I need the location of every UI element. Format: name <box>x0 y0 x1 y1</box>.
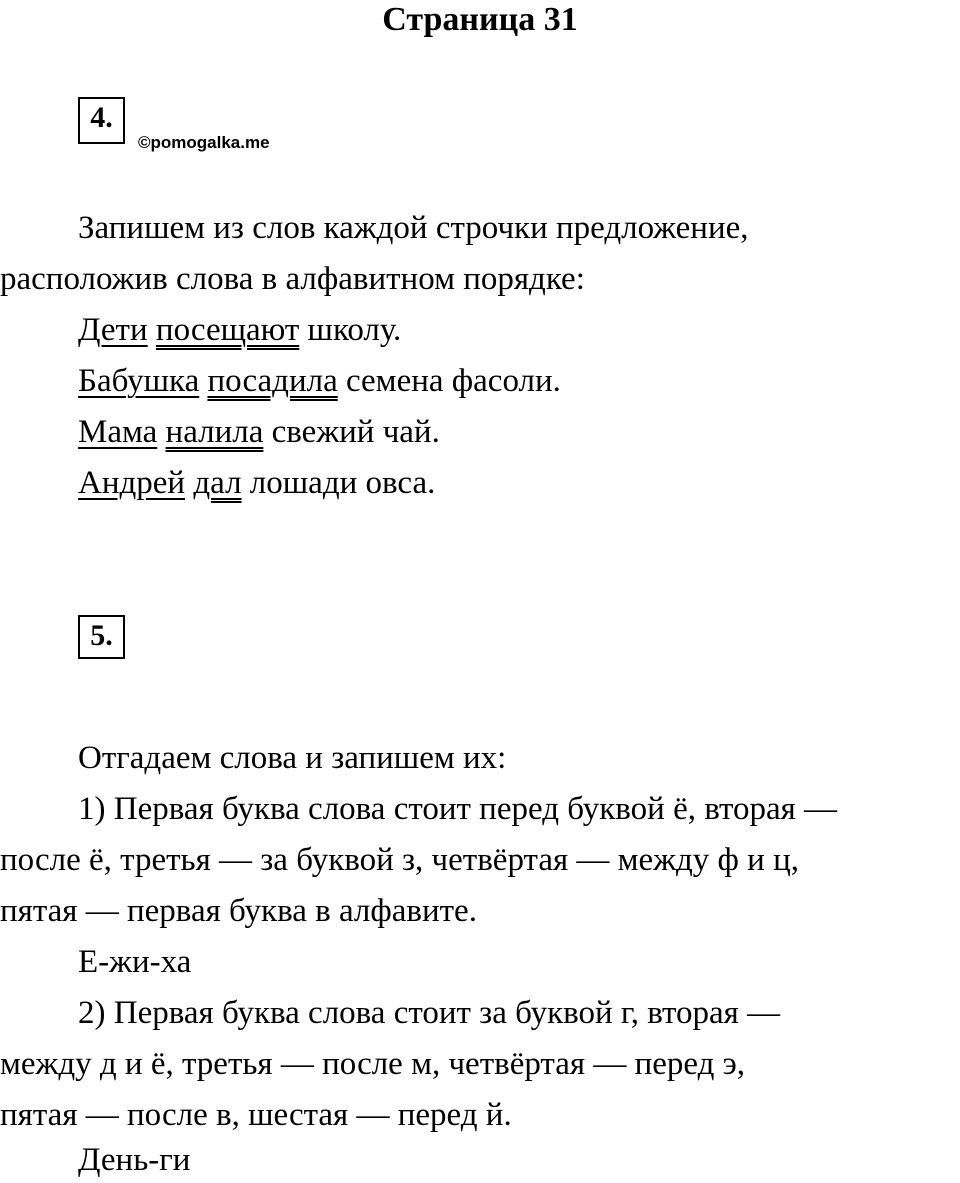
task5-q1-line2: после ё, третья — за буквой з, четвёртая — между ф и ц, <box>0 842 799 878</box>
subject: Бабушка <box>78 363 200 399</box>
task5-answer1: Е-жи-ха <box>78 944 192 980</box>
task5-answer2: День-ги <box>78 1142 191 1178</box>
task5-q1-line1: 1) Первая буква слова стоит перед буквой ё, вторая — <box>78 791 838 827</box>
watermark: ©pomogalka.me <box>138 133 270 152</box>
sentence-rest: свежий чай. <box>271 414 440 450</box>
task5-q2-line1: 2) Первая буква слова стоит за буквой г, вторая — <box>78 995 781 1031</box>
sentence-rest: семена фасоли. <box>345 363 561 399</box>
sentence-4 <box>78 463 435 503</box>
task4-intro-line2: расположив слова в алфавитном порядке: <box>0 261 585 297</box>
subject: Мама <box>78 414 158 450</box>
sentence-3 <box>78 412 440 452</box>
sentence-rest: лошади овса. <box>249 465 436 501</box>
predicate: посещают <box>155 312 300 348</box>
predicate: дал <box>193 465 242 501</box>
task5-q2-line2: между д и ё, третья — после м, четвёртая — перед э, <box>0 1046 746 1082</box>
task5-intro: Отгадаем слова и запишем их: <box>78 740 507 776</box>
sentence-rest: школу. <box>307 312 402 348</box>
task5-q2-line3: пятая — после в, шестая — перед й. <box>0 1097 512 1133</box>
subject: Андрей <box>78 465 186 501</box>
task-number-4: 4. <box>78 97 125 144</box>
sentence-1 <box>78 310 401 350</box>
task5-q1-line3: пятая — первая буква в алфавите. <box>0 893 477 929</box>
task4-intro-line1: Запишем из слов каждой строчки предложение, <box>78 210 749 246</box>
predicate: налила <box>165 414 264 450</box>
sentence-2 <box>78 361 561 401</box>
predicate: посадила <box>207 363 338 399</box>
task-number-5: 5. <box>78 615 125 659</box>
page-title: Страница 31 <box>382 1 578 38</box>
subject: Дети <box>78 312 148 348</box>
